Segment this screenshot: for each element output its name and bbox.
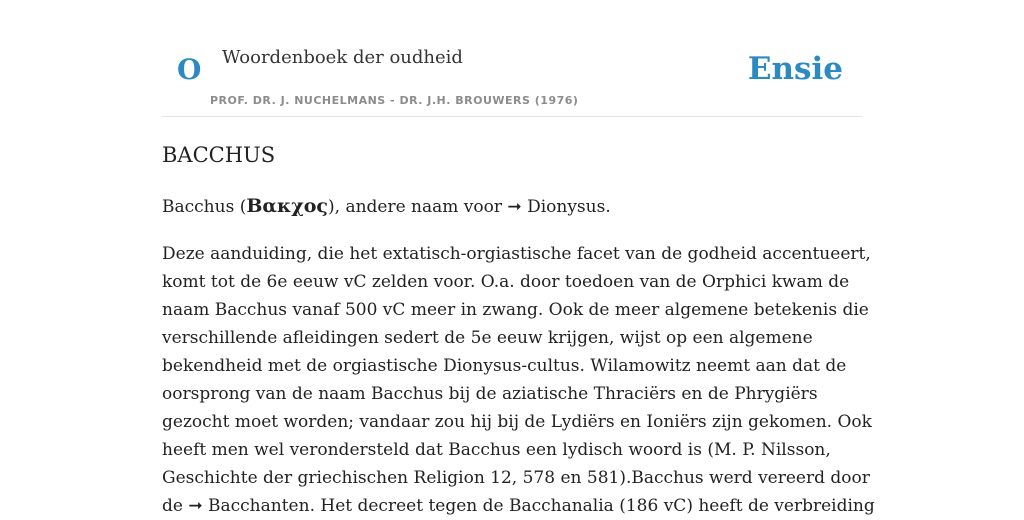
- body-line: gezocht moet worden; vandaar zou hij bij de Lydiërs en Ioniërs zijn gekomen. Ook: [162, 412, 872, 432]
- bacchanten-link-label: Bacchanten: [208, 496, 310, 516]
- body-line: bekendheid met de orgiastische Dionysus-cultus. Wilamowitz neemt aan dat de: [162, 356, 847, 376]
- body-line: Deze aanduiding, die het extatisch-orgiastische facet van de godheid accentueert,: [162, 244, 871, 264]
- last-line-start: de: [162, 496, 189, 516]
- body-line: komt tot de 6e eeuw vC zelden voor. O.a. door toedoen van de Orphici kwam de: [162, 272, 850, 292]
- entry-intro: [162, 192, 862, 221]
- arrow-right-icon: ➞: [507, 197, 522, 217]
- dictionary-title-link[interactable]: Woordenboek der oudheid: [222, 47, 463, 68]
- body-line: verschillende afleidingen sedert de 5e eeuw krijgen, wijst op een algemene: [162, 328, 813, 348]
- greek-name: Βακχος: [246, 195, 328, 217]
- arrow-right-icon: ➞: [188, 496, 203, 516]
- entry-body: [162, 240, 875, 520]
- dictionary-authors: PROF. DR. J. NUCHELMANS - DR. J.H. BROUWERS (1976): [210, 94, 579, 107]
- page-container: [162, 0, 875, 516]
- dictionary-letter-logo[interactable]: O: [177, 53, 202, 86]
- intro-end: .: [605, 197, 611, 217]
- intro-middle: ), andere naam voor: [328, 197, 508, 217]
- body-line: oorsprong van de naam Bacchus bij de aziatische Thraciërs en de Phrygiërs: [162, 384, 818, 404]
- last-line-rest: . Het decreet tegen de Bacchanalia (186 vC) heeft de verbreiding: [309, 496, 875, 516]
- body-line: heeft men wel verondersteld dat Bacchus een lydisch woord is (M. P. Nilsson,: [162, 440, 831, 460]
- entry-title: BACCHUS: [162, 143, 276, 167]
- ensie-logo[interactable]: Ensie: [747, 51, 843, 87]
- intro-name: Bacchus (: [162, 197, 247, 217]
- bacchanten-link[interactable]: [188, 496, 309, 516]
- dionysus-link[interactable]: [507, 197, 605, 217]
- body-line-last: [162, 492, 875, 520]
- dionysus-link-label: Dionysus: [527, 197, 606, 217]
- dictionary-header: [162, 0, 862, 117]
- body-line: Geschichte der griechischen Religion 12, 578 en 581).Bacchus werd vereerd door: [162, 468, 870, 488]
- body-line: naam Bacchus vanaf 500 vC meer in zwang. Ook de meer algemene betekenis die: [162, 300, 869, 320]
